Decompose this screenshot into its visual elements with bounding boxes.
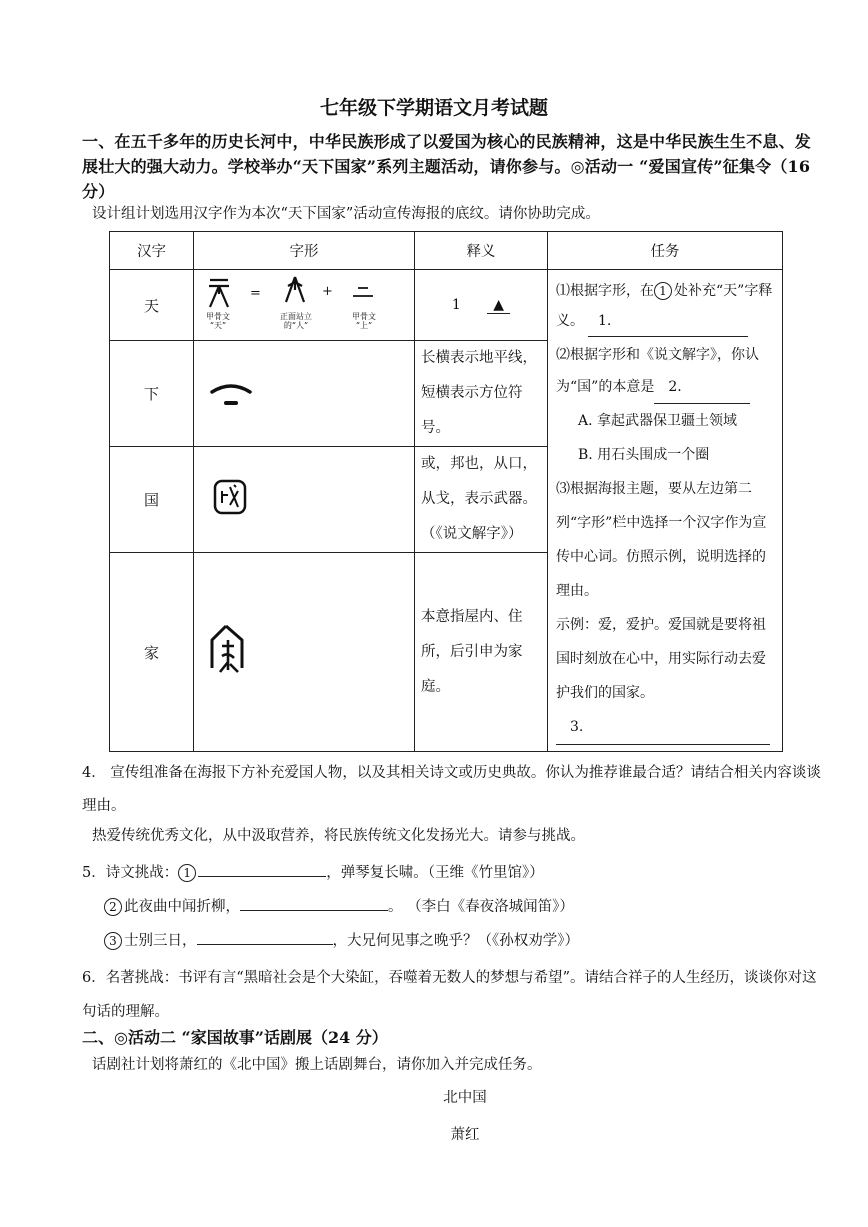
label-oracle-tian-2: “天” <box>209 321 227 330</box>
question-4b: 热爱传统优秀文化，从中汲取营养，将民族传统文化发扬光大。请参与挑战。 <box>92 828 585 844</box>
section2-heading: 二、◎活动二 “家国故事”话剧展（24 分） <box>82 1028 388 1047</box>
oracle-shang-glyph <box>350 284 376 300</box>
q5-blank-3[interactable] <box>197 928 333 945</box>
section1-heading: 一、在五千多年的历史长河中，中华民族形成了以爱国为核心的民族精神，这是中华民族生生不息、发展壮大的强大动力。学校举办“天下国家”系列主题活动，请你参与。◎活动一 “爱国宣传”征集令（16 分） <box>82 132 812 201</box>
question-6: 6．名著挑战：书评有言“黑暗社会是个大染缸，吞噬着无数人的梦想与希望”。请结合祥子的人生经历，谈谈你对这句话的理解。 <box>82 970 817 1020</box>
char-jia: 家 <box>110 553 194 752</box>
page-title: 七年级下学期语文月考试题 <box>319 97 548 119</box>
task-q1-text-b: 处补充“天”字释义。 <box>556 283 773 329</box>
task-q1 <box>556 276 776 337</box>
oracle-ren-glyph <box>282 274 308 308</box>
q5-text-3a: 士别三日， <box>124 933 197 949</box>
header-renwu: 任务 <box>548 232 783 270</box>
equals-sign: = <box>250 286 261 301</box>
task-cell <box>548 270 783 752</box>
answer-blank-1[interactable]: 1. <box>588 306 748 337</box>
q5-circle-2: 2 <box>104 898 122 916</box>
meaning-tian-cell <box>415 270 548 341</box>
label-oracle-ren-2: 的“人” <box>283 321 309 330</box>
q5-lead: 5．诗文挑战： <box>82 865 179 881</box>
q5-text-1: ，弹琴复长啸。（王维《竹里馆》） <box>326 865 544 881</box>
jia-glyph <box>206 622 256 678</box>
meaning-xia: 长横表示地平线，短横表示方位符号。 <box>415 341 548 447</box>
meaning-guo: 或，邦也，从口，从戈，表示武器。（《说文解字》） <box>415 447 548 553</box>
header-zixing: 字形 <box>194 232 415 270</box>
option-b: B. 用石头围成一个圈 <box>578 447 710 463</box>
meaning-jia: 本意指屋内、住所，后引申为家庭。 <box>415 553 548 752</box>
label-oracle-shang-1: 甲骨文 <box>352 312 376 321</box>
question-5-line1 <box>82 860 544 884</box>
label-oracle-ren-1: 正面站立 <box>280 312 312 321</box>
question-4: 4． 宣传组准备在海报下方补充爱国人物，以及其相关诗文或历史典故。你认为推荐谁最合适？请结合相关内容谈谈理由。 <box>82 765 821 814</box>
label-oracle-shang-2: “上” <box>355 321 373 330</box>
header-shiyi: 释义 <box>415 232 548 270</box>
plus-sign: + <box>322 284 333 299</box>
xia-glyph <box>206 372 266 412</box>
q5-text-3b: ，大兄何见事之晚乎？（《孙权劝学》） <box>332 933 579 949</box>
work-author: 萧红 <box>450 1127 480 1143</box>
task-example: 示例：爱，爱护。爱国就是要将祖国时刻放在心中，用实际行动去爱护我们的国家。 <box>556 617 766 701</box>
table-row-tian <box>110 270 783 341</box>
task-q2 <box>556 339 776 404</box>
q5-circle-3: 3 <box>104 932 122 950</box>
option-a: A. 拿起武器保卫疆土领域 <box>578 413 738 429</box>
header-hanzi: 汉字 <box>110 232 194 270</box>
answer-blank-triangle[interactable]: ▲ <box>487 297 510 314</box>
q5-text-2a: 此夜曲中闻折柳， <box>124 899 240 915</box>
answer-blank-2[interactable]: 2. <box>654 371 750 404</box>
meaning-number: 1 <box>451 296 461 313</box>
q5-text-2b: 。 （李白《春夜洛城闻笛》） <box>388 899 574 915</box>
glyph-jia-cell <box>194 553 415 752</box>
guo-glyph <box>208 473 258 523</box>
glyph-guo-cell <box>194 447 415 553</box>
table-header-row <box>110 232 783 270</box>
task-q1-text: ⑴根据字形，在 <box>556 283 654 299</box>
character-table <box>109 231 783 752</box>
char-tian: 天 <box>110 270 194 341</box>
q5-blank-2[interactable] <box>240 894 388 911</box>
char-xia: 下 <box>110 341 194 447</box>
task-q3: ⑶根据海报主题，要从左边第二列“字形”栏中选择一个汉字作为宣传中心词。仿照示例，说明选择的理由。 <box>556 481 767 599</box>
answer-blank-3[interactable]: 3. <box>556 710 770 745</box>
question-5-line3 <box>104 928 579 952</box>
circle-number-1: 1 <box>654 282 672 300</box>
glyph-tian-cell <box>194 270 415 341</box>
label-oracle-tian-1: 甲骨文 <box>206 312 230 321</box>
question-5-line2 <box>104 894 574 918</box>
q5-blank-1[interactable] <box>198 860 326 877</box>
oracle-tian-glyph <box>204 276 234 310</box>
section2-intro: 话剧社计划将萧红的《北中国》搬上话剧舞台，请你加入并完成任务。 <box>92 1057 542 1073</box>
q5-circle-1: 1 <box>178 864 196 882</box>
glyph-xia-cell <box>194 341 415 447</box>
work-title: 北中国 <box>443 1090 487 1106</box>
section1-intro: 设计组计划选用汉字作为本次“天下国家”活动宣传海报的底纹。请你协助完成。 <box>92 206 600 222</box>
task-q2-text: ⑵根据字形和《说文解字》，你认为“国”的本意是 <box>556 347 759 395</box>
char-guo: 国 <box>110 447 194 553</box>
